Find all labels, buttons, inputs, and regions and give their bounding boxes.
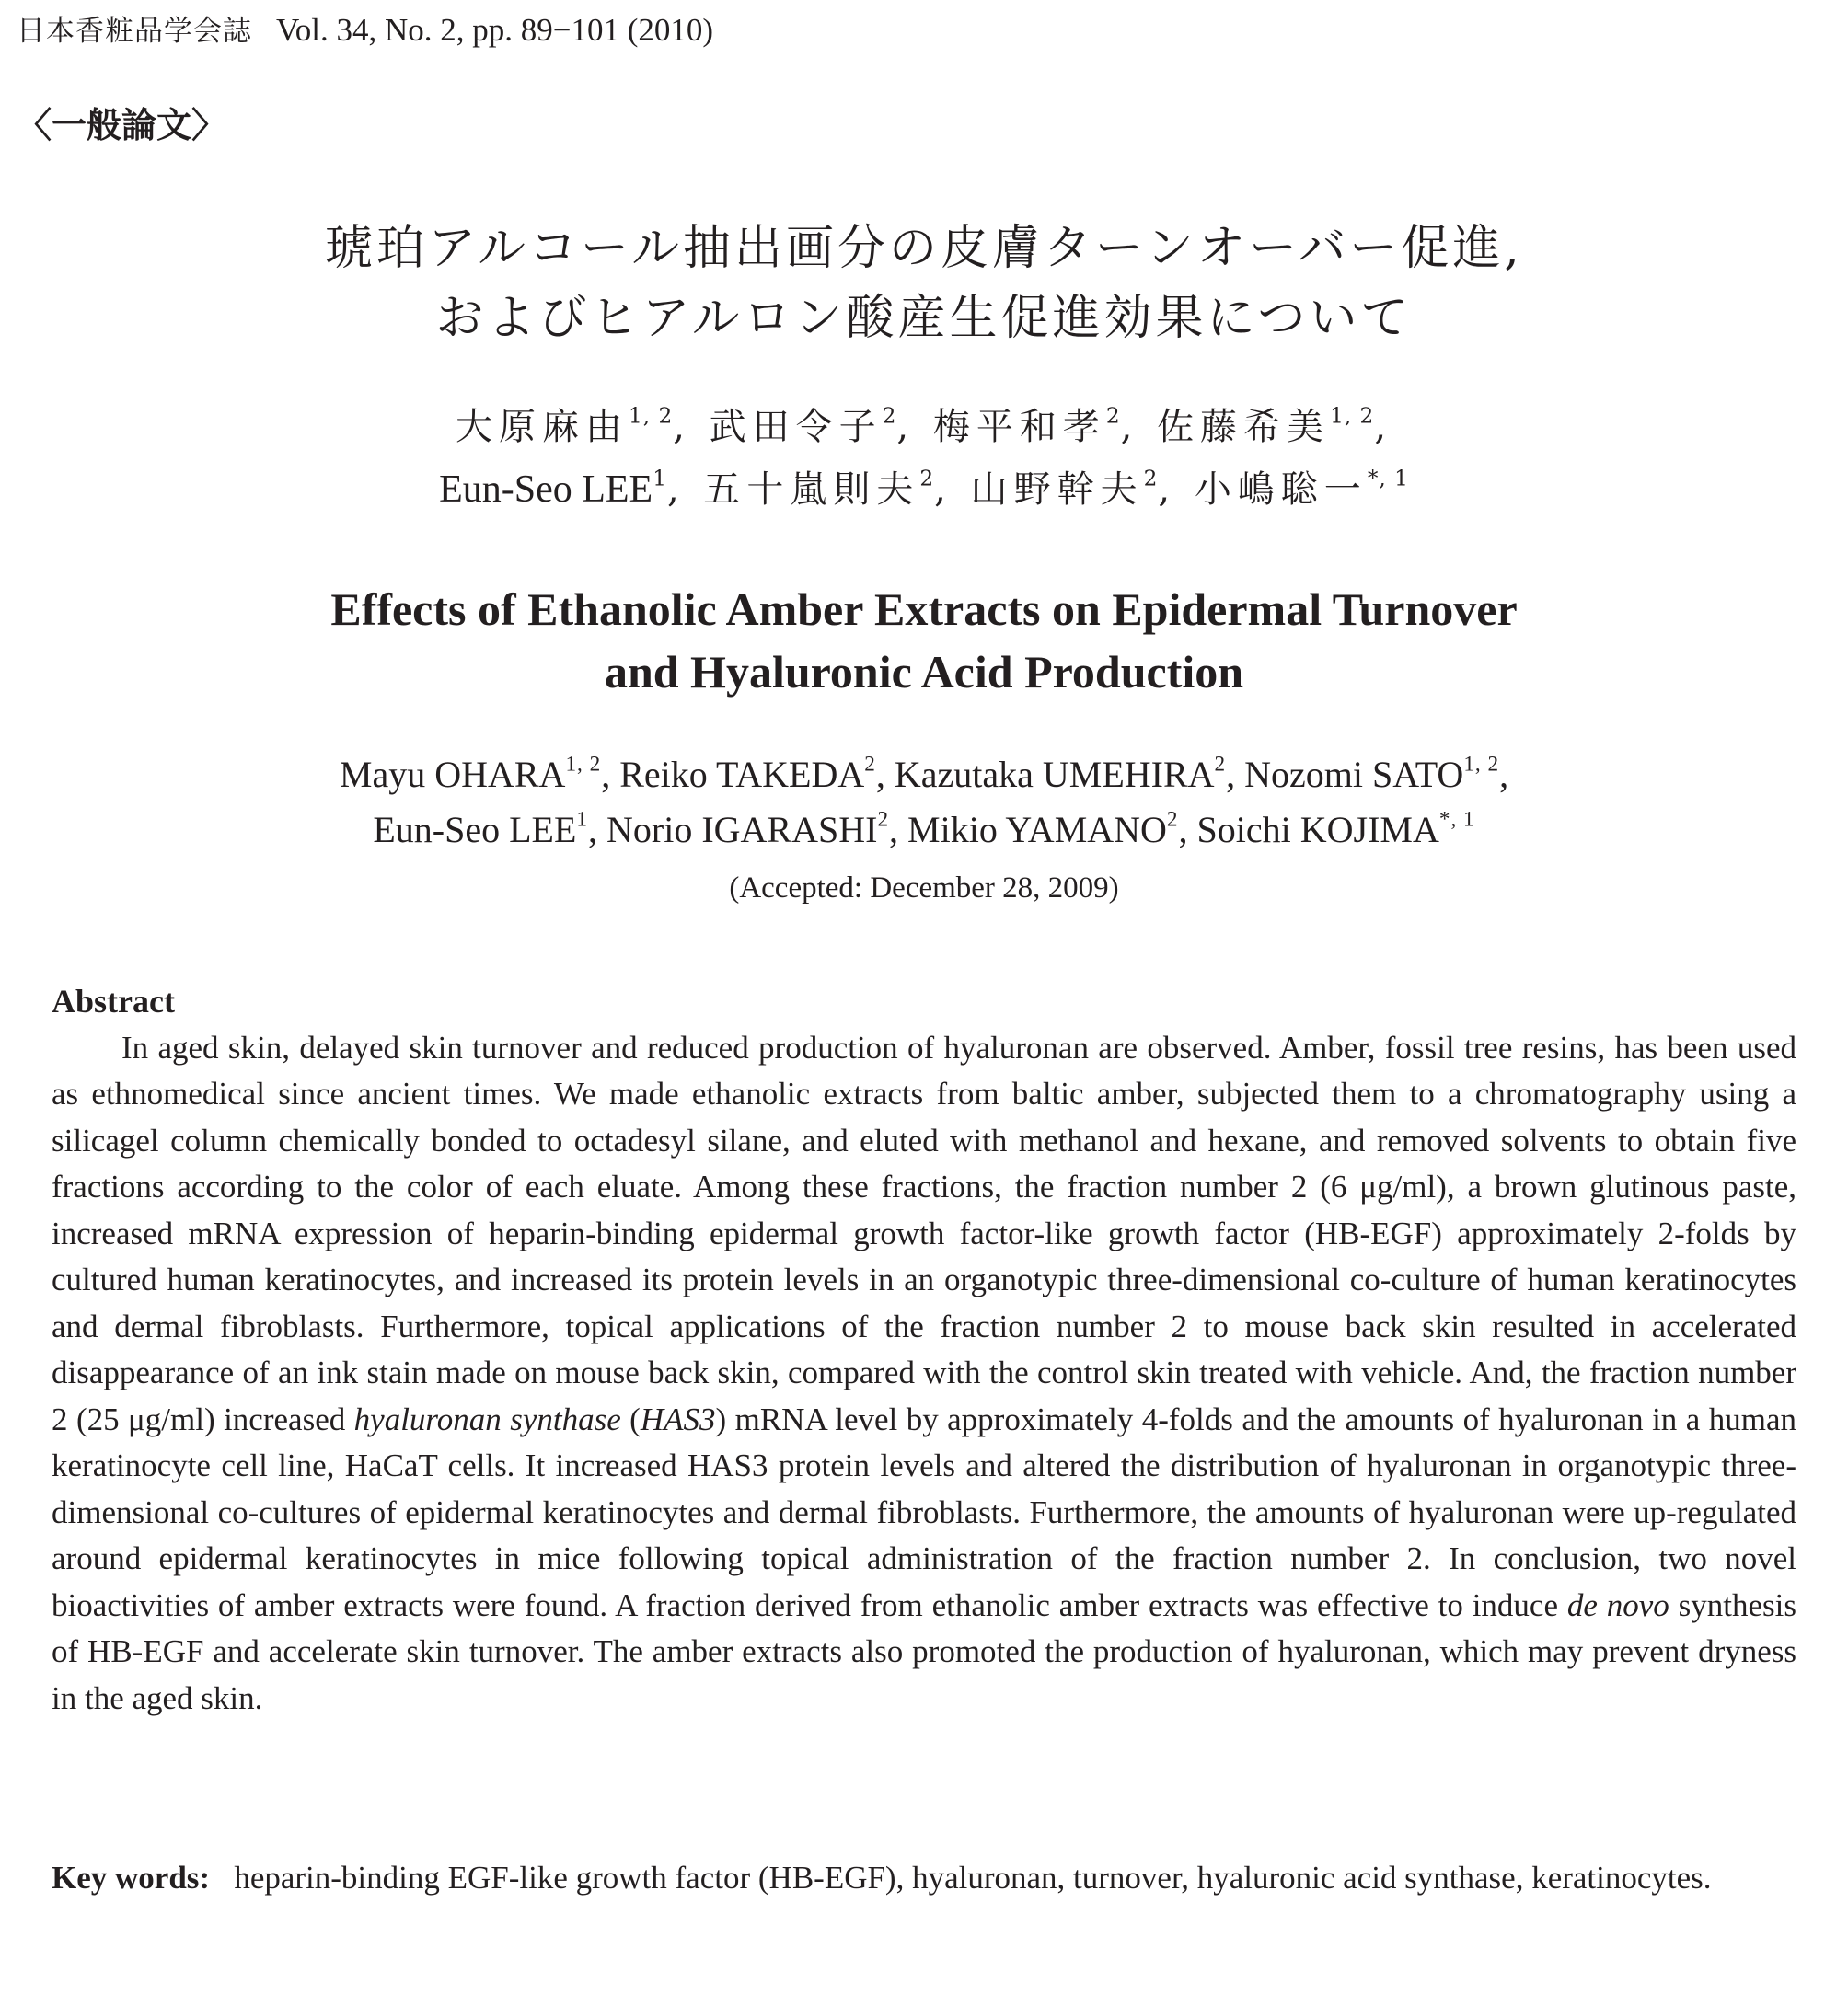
author-name: Soichi KOJIMA — [1196, 809, 1439, 850]
abstract-text: In aged skin, delayed skin turnover and reduced production of hyaluronan are observed. Amber, fossil tree resins, has been used as ethnomedical since ancient times. We made ethanolic extracts from baltic amber, subjected them to a chromatography using a silicagel column chemically bonded to octadesyl silane, and eluted with methanol and hexane, and removed solvents to obtain five fractions according to the color of each eluate. Among these fractions, the fraction number 2 (6 μg/ml), a brown glutinous paste, increased mRNA expression of heparin-binding epidermal growth factor-like growth factor (HB-EGF) approximately 2-folds by cultured human keratinocytes, and increased its protein levels in an organotypic three-dimensional co-culture of human keratinocytes and dermal fibroblasts. Furthermore, topical applications of the fraction number 2 to mouse back skin resulted in accelerated disappearance of an ink stain made on mouse back skin, compared with the control skin treated with vehicle. And, the fraction number 2 (25 μg/ml) increased — [52, 1029, 1796, 1437]
article-category-label: 〈一般論文〉 — [17, 105, 227, 145]
author-name: Eun-Seo LEE — [373, 809, 577, 850]
author-affiliation: 2 — [1105, 403, 1121, 429]
author-affiliation: 1, 2 — [628, 403, 674, 429]
author-name: Mayu OHARA — [339, 754, 566, 795]
english-title — [0, 578, 1848, 703]
abstract-italic-text: de novo — [1566, 1586, 1669, 1623]
english-author-list — [0, 747, 1848, 858]
author-name: Norio IGARASHI — [606, 809, 878, 850]
japanese-title-line-1: 琥珀アルコール抽出画分の皮膚ターンオーバー促進, — [325, 221, 1523, 276]
english-author-line-2: Eun-Seo LEE$^1$, Norio IGARASHI$^2$, Mikio YAMANO$^2$, Soichi $KOJIMA^{*, 1}$ — [373, 807, 1475, 850]
abstract-italic-text: HAS3 — [640, 1401, 716, 1437]
author-affiliation: 2 — [864, 752, 876, 777]
author-affiliation: *, 1 — [1367, 466, 1409, 491]
abstract-body — [52, 1025, 1796, 1723]
author-name: 小嶋聡一 — [1194, 468, 1368, 511]
author-name: 五十嵐則夫 — [703, 468, 920, 511]
japanese-author-list — [0, 396, 1848, 521]
abstract-section — [52, 978, 1796, 1722]
japanese-title — [0, 213, 1848, 353]
author-name: 武田令子 — [709, 406, 883, 448]
keywords-section — [52, 1855, 1796, 1902]
english-author-line-1: Mayu OHARA$^{1, 2}$, Reiko TAKEDA$^2$, Kazutaka UMEHIRA$^2$, Nozomi SATO$^{1, 2}$, — [339, 752, 1509, 795]
author-affiliation: 1 — [653, 466, 667, 491]
author-affiliation: *, 1 — [1438, 807, 1475, 832]
journal-name: 日本香粧品学会誌 — [17, 15, 252, 48]
author-name: 大原麻由 — [455, 406, 629, 448]
japanese-title-line-2: およびヒアルロン酸産生促進効果について — [435, 291, 1413, 346]
author-name: Eun-Seo LEE — [439, 468, 653, 511]
japanese-author-line-1: 大原麻由$^{1, 2}$, 武田令子$^2$, 梅平和孝$^2$, 佐藤希美$^{1, 2}$, — [455, 403, 1393, 448]
abstract-heading: Abstract — [52, 983, 175, 1020]
author-name: 山野幹夫 — [970, 468, 1144, 511]
author-affiliation: 2 — [1143, 466, 1159, 491]
japanese-author-line-2: Eun-Seo LEE$^1$, 五十嵐則夫$^2$, 山野幹夫$^2$, 小嶋聡一$^{*, 1}$ — [439, 466, 1409, 511]
abstract-italic-text: hyaluronan synthase — [353, 1401, 621, 1437]
author-affiliation: 2 — [882, 403, 897, 429]
journal-header — [17, 7, 713, 54]
author-affiliation: 1 — [576, 807, 589, 832]
author-affiliation: 1, 2 — [1463, 752, 1500, 777]
keywords-text: heparin-binding EGF-like growth factor (HB-EGF), hyaluronan, turnover, hyaluronic acid synthase, keratinocytes. — [234, 1860, 1712, 1896]
author-affiliation: 1, 2 — [565, 752, 602, 777]
abstract-text: synthesis of HB-EGF and accelerate skin turnover. The amber extracts also promoted the production of hyaluronan, which may prevent dryness in the aged skin. — [52, 1586, 1796, 1716]
author-affiliation: 2 — [877, 807, 890, 832]
keywords-label: Key words: — [52, 1860, 211, 1896]
abstract-text: ( — [620, 1401, 641, 1437]
author-name: Nozomi SATO — [1244, 754, 1464, 795]
author-name: Mikio YAMANO — [907, 809, 1167, 850]
journal-citation: Vol. 34, No. 2, pp. 89−101 (2010) — [276, 12, 714, 48]
author-affiliation: 2 — [1214, 752, 1227, 777]
author-affiliation: 2 — [1166, 807, 1179, 832]
english-title-line-1: Effects of Ethanolic Amber Extracts on Epidermal Turnover — [330, 583, 1518, 635]
english-title-line-2: and Hyaluronic Acid Production — [604, 646, 1244, 698]
accepted-date: (Accepted: December 28, 2009) — [729, 871, 1119, 905]
author-name: Reiko TAKEDA — [619, 754, 865, 795]
abstract-text: ) mRNA level by approximately 4-folds and the amounts of hyaluronan in a human keratinocyte cell line, HaCaT cells. It increased HAS3 protein levels and altered the distribution of hyaluronan in organotypic three-dimensional co-cultures of epidermal keratinocytes and dermal fibroblasts. Furthermore, the amounts of hyaluronan were up-regulated around epidermal keratinocytes in mice following topical administration of the fraction number 2. In conclusion, two novel bioactivities of amber extracts were found. A fraction derived from ethanolic amber extracts was effective to induce — [52, 1401, 1796, 1623]
author-name: Kazutaka UMEHIRA — [894, 754, 1215, 795]
author-name: 梅平和孝 — [932, 406, 1106, 448]
author-name: 佐藤希美 — [1157, 406, 1331, 448]
author-affiliation: 2 — [919, 466, 935, 491]
author-affiliation: 1, 2 — [1330, 403, 1375, 429]
